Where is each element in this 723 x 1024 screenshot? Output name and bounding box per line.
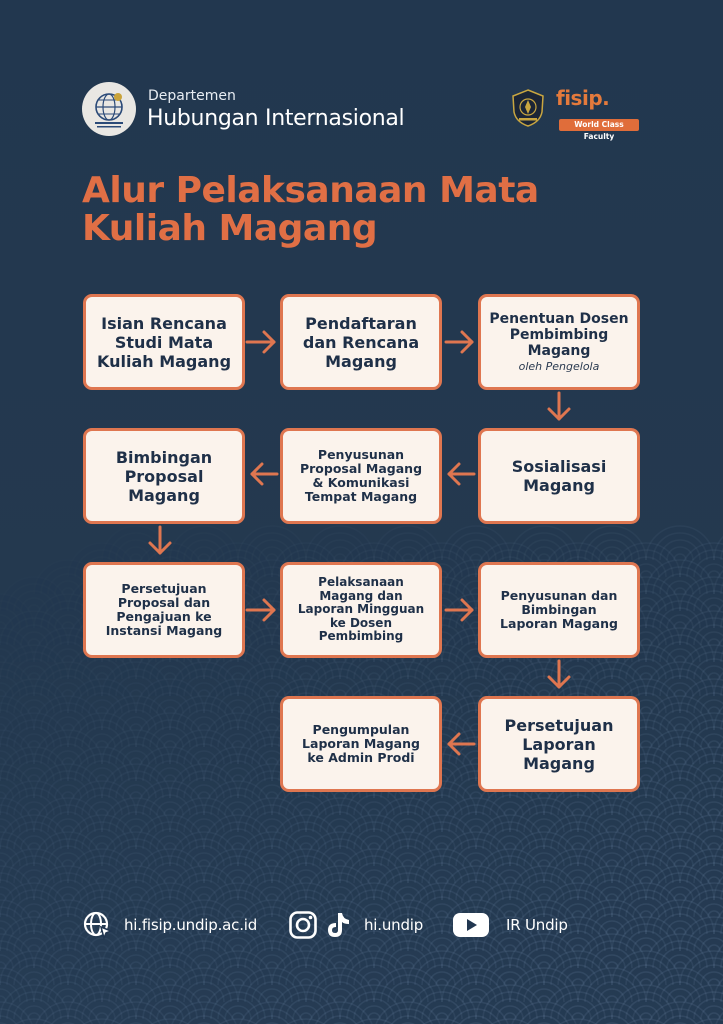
wave-scale <box>102 526 170 560</box>
wave-scale <box>714 798 723 832</box>
flow-step-6 <box>83 428 245 524</box>
wave-scale <box>680 611 723 645</box>
wave-scale <box>374 526 442 560</box>
arrow-left-5-6 <box>252 464 277 484</box>
footer-social[interactable] <box>288 910 423 940</box>
flow-step-label: Pendaftaran dan Rencana Magang <box>302 313 420 371</box>
wave-scale <box>204 679 272 713</box>
wave-scale <box>306 968 374 1002</box>
wave-scale <box>578 526 646 560</box>
fisip-logo <box>556 86 640 141</box>
wave-scale <box>408 985 476 1019</box>
wave-scale <box>170 730 238 764</box>
wave-scale <box>306 798 374 832</box>
wave-scale <box>170 968 238 1002</box>
wave-scale <box>476 815 544 849</box>
arrow-down-3-4 <box>549 393 569 419</box>
department-name: Hubungan Internasional <box>147 106 405 131</box>
flow-step-label: Pelaksanaan Magang dan Laporan Mingguan ke Dosen Pembimbing <box>297 575 425 644</box>
flow-step-label: Penyusunan dan Bimbingan Laporan Magang <box>500 588 618 631</box>
wave-scale <box>646 526 714 560</box>
wave-scale <box>238 798 306 832</box>
wave-scale <box>0 917 68 951</box>
wave-scale <box>0 662 34 696</box>
wave-scale <box>340 849 408 883</box>
wave-scale <box>646 934 714 968</box>
wave-scale <box>102 730 170 764</box>
wave-scale <box>306 526 374 560</box>
wave-scale <box>374 798 442 832</box>
wave-scale <box>204 951 272 985</box>
wave-scale <box>170 696 238 730</box>
wave-scale <box>340 815 408 849</box>
wave-scale <box>612 883 680 917</box>
wave-scale <box>102 866 170 900</box>
website-url[interactable]: hi.fisip.undip.ac.id <box>124 916 258 934</box>
wave-scale <box>646 662 714 696</box>
wave-scale <box>680 713 723 747</box>
wave-scale <box>0 883 68 917</box>
wave-scale <box>68 1019 136 1024</box>
wave-scale <box>714 526 723 560</box>
wave-scale <box>34 968 102 1002</box>
wave-scale <box>0 696 34 730</box>
wave-scale <box>646 696 714 730</box>
wave-scale <box>510 526 578 560</box>
flow-step-8 <box>280 562 442 658</box>
flow-step-label: Bimbingan Proposal Magang <box>115 447 213 505</box>
wave-scale <box>0 628 34 662</box>
wave-scale <box>34 730 102 764</box>
page-title: Alur Pelaksanaan Mata Kuliah Magang <box>82 170 539 249</box>
wave-scale <box>68 781 136 815</box>
wave-scale <box>204 1019 272 1024</box>
flow-step-2 <box>280 294 442 390</box>
wave-scale <box>306 1002 374 1024</box>
wave-scale <box>476 951 544 985</box>
wave-scale <box>612 1019 680 1024</box>
wave-scale <box>68 815 136 849</box>
wave-scale <box>476 849 544 883</box>
wave-scale <box>0 611 68 645</box>
wave-scale <box>0 1002 34 1024</box>
wave-scale <box>68 985 136 1019</box>
wave-scale <box>170 526 238 560</box>
wave-scale <box>272 849 340 883</box>
wave-scale <box>136 815 204 849</box>
wave-scale <box>0 594 34 628</box>
wave-scale <box>680 543 723 577</box>
wave-scale <box>0 781 68 815</box>
globe-logo-icon <box>87 87 131 131</box>
wave-scale <box>510 1002 578 1024</box>
wave-scale <box>0 866 34 900</box>
wave-scale <box>34 832 102 866</box>
fisip-wordmark: fisip. <box>556 86 610 110</box>
arrow-left-4-5 <box>449 464 474 484</box>
wave-scale <box>714 968 723 1002</box>
wave-scale <box>272 985 340 1019</box>
wave-scale <box>204 781 272 815</box>
fisip-tagline: World Class Faculty <box>559 119 639 131</box>
flow-step-label: Persetujuan Laporan Magang <box>504 715 614 773</box>
wave-scale <box>646 1002 714 1024</box>
flow-step-label: Pengumpulan Laporan Magang ke Admin Prodi <box>302 722 420 765</box>
wave-scale <box>714 832 723 866</box>
wave-scale <box>646 866 714 900</box>
wave-scale <box>544 1019 612 1024</box>
wave-scale <box>646 832 714 866</box>
flow-step-note: oleh Pengelola <box>518 359 600 373</box>
wave-scale <box>0 985 68 1019</box>
wave-scale <box>714 934 723 968</box>
globe-cursor-icon <box>82 910 114 940</box>
arrow-right-2-3 <box>446 332 472 352</box>
arrow-down-6-7 <box>150 527 170 553</box>
wave-scale <box>340 951 408 985</box>
wave-scale <box>544 815 612 849</box>
wave-scale <box>374 662 442 696</box>
wave-scale <box>0 764 34 798</box>
wave-scale <box>0 951 68 985</box>
arrow-down-9-10 <box>549 661 569 687</box>
wave-scale <box>646 968 714 1002</box>
wave-scale <box>680 849 723 883</box>
wave-scale <box>102 968 170 1002</box>
wave-scale <box>68 849 136 883</box>
wave-scale <box>510 832 578 866</box>
wave-scale <box>170 798 238 832</box>
wave-scale <box>714 662 723 696</box>
wave-scale <box>578 866 646 900</box>
wave-scale <box>646 560 714 594</box>
wave-scale <box>714 628 723 662</box>
wave-scale <box>68 747 136 781</box>
wave-scale <box>578 968 646 1002</box>
wave-scale <box>714 594 723 628</box>
wave-scale <box>578 832 646 866</box>
wave-scale <box>544 985 612 1019</box>
wave-scale <box>714 730 723 764</box>
wave-scale <box>442 968 510 1002</box>
flow-step-label: Penentuan Dosen Pembimbing Magang <box>489 310 629 359</box>
wave-scale <box>646 798 714 832</box>
wave-scale <box>680 747 723 781</box>
wave-scale <box>68 713 136 747</box>
wave-scale <box>612 849 680 883</box>
wave-scale <box>680 1019 723 1024</box>
wave-scale <box>102 662 170 696</box>
wave-scale <box>204 985 272 1019</box>
flow-step-11 <box>280 696 442 792</box>
wave-scale <box>714 1002 723 1024</box>
hi-department-logo <box>82 82 136 136</box>
wave-scale <box>442 662 510 696</box>
wave-scale <box>0 577 68 611</box>
arrow-left-10-11 <box>449 734 474 754</box>
flow-step-10 <box>478 696 640 792</box>
wave-scale <box>170 832 238 866</box>
flow-step-4 <box>478 428 640 524</box>
wave-scale <box>34 798 102 832</box>
flow-step-9 <box>478 562 640 658</box>
wave-scale <box>34 662 102 696</box>
wave-scale <box>510 968 578 1002</box>
wave-scale <box>0 815 68 849</box>
wave-scale <box>238 832 306 866</box>
wave-scale <box>0 679 68 713</box>
wave-scale <box>102 832 170 866</box>
wave-scale <box>170 1002 238 1024</box>
wave-scale <box>0 849 68 883</box>
wave-scale <box>102 764 170 798</box>
wave-scale <box>578 1002 646 1024</box>
wave-scale <box>272 951 340 985</box>
wave-scale <box>136 679 204 713</box>
wave-scale <box>680 917 723 951</box>
wave-scale <box>714 696 723 730</box>
wave-scale <box>0 730 34 764</box>
wave-scale <box>0 832 34 866</box>
wave-scale <box>238 526 306 560</box>
wave-scale <box>442 832 510 866</box>
wave-scale <box>680 985 723 1019</box>
wave-scale <box>238 1002 306 1024</box>
youtube-channel[interactable]: IR Undip <box>506 916 568 934</box>
flow-step-label: Sosialisasi Magang <box>511 457 607 495</box>
wave-scale <box>442 866 510 900</box>
wave-scale <box>272 1019 340 1024</box>
wave-scale <box>442 1002 510 1024</box>
wave-scale <box>680 679 723 713</box>
wave-scale <box>136 713 204 747</box>
wave-scale <box>646 764 714 798</box>
flow-step-1 <box>83 294 245 390</box>
wave-scale <box>408 815 476 849</box>
wave-scale <box>0 645 68 679</box>
wave-scale <box>442 526 510 560</box>
wave-scale <box>0 747 68 781</box>
wave-scale <box>680 645 723 679</box>
tiktok-icon <box>324 910 352 940</box>
wave-scale <box>408 1019 476 1024</box>
wave-scale <box>0 798 34 832</box>
wave-scale <box>544 951 612 985</box>
wave-scale <box>510 662 578 696</box>
wave-scale <box>578 662 646 696</box>
wave-scale <box>204 747 272 781</box>
wave-scale <box>34 764 102 798</box>
wave-scale <box>714 560 723 594</box>
wave-scale <box>340 985 408 1019</box>
wave-scale <box>102 696 170 730</box>
wave-scale <box>136 781 204 815</box>
wave-scale <box>476 1019 544 1024</box>
wave-scale <box>646 594 714 628</box>
flow-step-label: Penyusunan Proposal Magang & Komunikasi Tempat Magang <box>299 447 423 504</box>
wave-scale <box>34 866 102 900</box>
wave-scale <box>612 985 680 1019</box>
flow-step-label: Isian Rencana Studi Mata Kuliah Magang <box>96 313 232 371</box>
undip-seal-icon <box>510 88 546 128</box>
wave-scale <box>306 662 374 696</box>
wave-scale <box>374 1002 442 1024</box>
wave-scale <box>34 1002 102 1024</box>
social-handle[interactable]: hi.undip <box>364 916 424 934</box>
wave-scale <box>578 934 646 968</box>
wave-scale <box>136 985 204 1019</box>
arrow-right-8-9 <box>446 600 472 620</box>
wave-scale <box>374 968 442 1002</box>
wave-scale <box>578 900 646 934</box>
wave-scale <box>374 832 442 866</box>
wave-scale <box>204 713 272 747</box>
wave-scale <box>204 815 272 849</box>
wave-scale <box>170 866 238 900</box>
wave-scale <box>272 815 340 849</box>
wave-scale <box>136 1019 204 1024</box>
wave-scale <box>646 730 714 764</box>
instagram-icon <box>288 910 318 940</box>
wave-scale <box>544 849 612 883</box>
wave-scale <box>306 832 374 866</box>
wave-scale <box>102 1002 170 1024</box>
wave-scale <box>646 900 714 934</box>
wave-scale <box>714 866 723 900</box>
wave-scale <box>136 951 204 985</box>
wave-scale <box>306 866 374 900</box>
wave-scale <box>238 968 306 1002</box>
arrow-right-7-8 <box>247 600 274 620</box>
wave-scale <box>714 900 723 934</box>
wave-scale <box>170 764 238 798</box>
wave-scale <box>578 798 646 832</box>
wave-scale <box>680 883 723 917</box>
wave-scale <box>170 662 238 696</box>
wave-scale <box>136 849 204 883</box>
wave-scale <box>680 951 723 985</box>
wave-scale <box>136 747 204 781</box>
flow-step-3 <box>478 294 640 390</box>
flow-step-7 <box>83 562 245 658</box>
wave-scale <box>510 798 578 832</box>
wave-scale <box>680 815 723 849</box>
footer-youtube[interactable] <box>452 910 568 940</box>
wave-scale <box>408 951 476 985</box>
wave-scale <box>714 764 723 798</box>
wave-scale <box>0 713 68 747</box>
youtube-icon <box>452 910 490 940</box>
wave-scale <box>68 679 136 713</box>
wave-scale <box>612 917 680 951</box>
wave-scale <box>340 1019 408 1024</box>
wave-scale <box>68 951 136 985</box>
flow-step-5 <box>280 428 442 524</box>
footer-website[interactable] <box>82 910 257 940</box>
wave-scale <box>680 781 723 815</box>
wave-scale <box>612 815 680 849</box>
wave-scale <box>0 1019 68 1024</box>
wave-scale <box>510 866 578 900</box>
wave-scale <box>408 849 476 883</box>
wave-scale <box>646 628 714 662</box>
wave-scale <box>0 900 34 934</box>
wave-scale <box>476 985 544 1019</box>
wave-scale <box>612 951 680 985</box>
wave-scale <box>442 798 510 832</box>
wave-scale <box>680 577 723 611</box>
wave-scale <box>204 849 272 883</box>
wave-scale <box>0 934 34 968</box>
flow-step-label: Persetujuan Proposal dan Pengajuan ke Instansi Magang <box>105 581 223 638</box>
wave-scale <box>34 696 102 730</box>
wave-scale <box>238 662 306 696</box>
wave-scale <box>238 866 306 900</box>
wave-scale <box>102 798 170 832</box>
wave-scale <box>0 968 34 1002</box>
department-label: Departemen <box>148 88 236 104</box>
wave-scale <box>374 866 442 900</box>
arrow-right-1-2 <box>247 332 274 352</box>
